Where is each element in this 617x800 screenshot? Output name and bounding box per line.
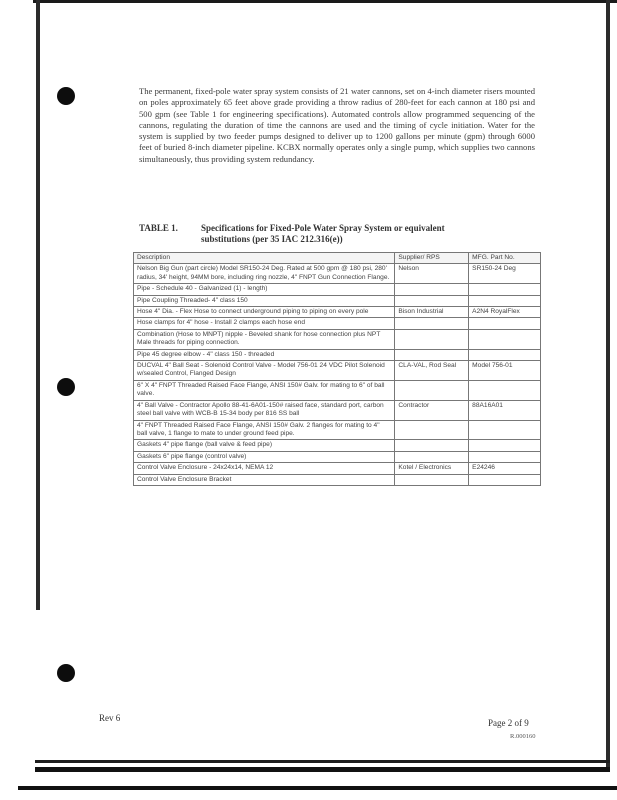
table-row [134,440,541,451]
cell-description: Nelson Big Gun (part circle) Model SR150-24 Deg. Rated at 500 gpm @ 180 psi, 280' radius, 34' height, 94MM bore, including ring nozzle, 4" FNPT Gun Connection Flange. [134,264,395,284]
punch-hole-bottom [57,664,75,682]
table-caption-text: Specifications for Fixed-Pole Water Spray System or equivalent [201,223,445,233]
cell-part-no: E24246 [469,463,541,474]
cell-supplier [395,284,469,295]
cell-supplier [395,349,469,360]
scan-edge-bottom-thick [35,767,610,772]
cell-supplier [395,451,469,462]
cell-supplier [395,474,469,485]
scan-edge-bottom [35,760,610,763]
cell-description: DUCVAL 4" Ball Seat - Solenoid Control Valve - Model 756-01 24 VDC Pilot Solenoid w/sealed Control, Flanged Design [134,361,395,381]
table-row [134,307,541,318]
table-row [134,420,541,440]
cell-description: Pipe Coupling Threaded- 4" class 150 [134,295,395,306]
table-row [134,361,541,381]
spec-table [133,252,541,486]
cell-part-no: 88A16A01 [469,400,541,420]
cell-supplier [395,380,469,400]
table-row [134,284,541,295]
cell-supplier [395,440,469,451]
table-row [134,329,541,349]
cell-part-no: Model 756-01 [469,361,541,381]
cell-description: Pipe - Schedule 40 - Galvanized (1) - length) [134,284,395,295]
scan-edge-top [33,0,617,17]
cell-supplier [395,295,469,306]
cell-description: 6" X 4" FNPT Threaded Raised Face Flange, ANSI 150# Galv. for mating to 6" of ball valve. [134,380,395,400]
cell-part-no [469,474,541,485]
table-row [134,380,541,400]
cell-description: Hose 4" Dia. - Flex Hose to connect underground piping to piping on every pole [134,307,395,318]
cell-supplier: Bison Industrial [395,307,469,318]
cell-part-no [469,420,541,440]
table-row [134,474,541,485]
cell-part-no [469,284,541,295]
cell-supplier [395,329,469,349]
cell-description: Combination (Hose to MNPT) nipple - Beveled shank for hose connection plus NPT Male threads for piping connection. [134,329,395,349]
cell-description: 4" FNPT Threaded Raised Face Flange, ANSI 150# Galv. 2 flanges for mating to 4" ball valve, 1 flange to mate to under ground feed pipe. [134,420,395,440]
header-part-no: MFG. Part No. [469,253,541,264]
table-caption [139,223,539,245]
bates-number: R.000160 [510,733,536,740]
cell-description: Pipe 45 degree elbow - 4" class 150 - threaded [134,349,395,360]
cell-part-no [469,295,541,306]
table-header-row [134,253,541,264]
table-number: TABLE 1. [139,223,178,233]
cell-part-no: SR150-24 Deg [469,264,541,284]
punch-hole-middle [57,378,75,396]
cell-description: Control Valve Enclosure - 24x24x14, NEMA 12 [134,463,395,474]
table-caption-line2: substitutions (per 35 IAC 212.316(e)) [201,234,343,244]
header-supplier: Supplier/ RPS [395,253,469,264]
table-row [134,400,541,420]
scan-edge-left [36,0,40,610]
cell-supplier: Contractor [395,400,469,420]
cell-supplier [395,318,469,329]
table-row [134,295,541,306]
cell-part-no [469,349,541,360]
table-row [134,463,541,474]
cell-description: Gaskets 6" pipe flange (control valve) [134,451,395,462]
cell-part-no [469,318,541,329]
cell-part-no [469,329,541,349]
cell-part-no [469,380,541,400]
cell-description: Gaskets 4" pipe flange (ball valve & feed pipe) [134,440,395,451]
table-row [134,451,541,462]
cell-part-no [469,440,541,451]
cell-description: Control Valve Enclosure Bracket [134,474,395,485]
body-paragraph: The permanent, fixed-pole water spray system consists of 21 water cannons, set on 4-inch diameter risers mounted on poles approximately 65 feet above grade providing a throw radius of 280-feet for each cannon at 180 psi and 500 gpm (see Table 1 for engineering specifications). Automated controls allow programmed sequencing of the cannons, regulating the duration of time the cannons are used and the timing of cycle initiation. Water for the system is supplied by two feeder pumps designed to deliver up to 1200 gallons per minute (gpm) through 6000 feet of buried 8-inch diameter pipeline. KCBX normally operates only a single pump, which supplies two cannons simultaneously, thus providing system redundancy. [139,86,535,164]
punch-hole-top [57,87,75,105]
page-number: Page 2 of 9 [488,718,529,728]
cell-description: Hose clamps for 4" hose - Install 2 clamps each hose end [134,318,395,329]
cell-description: 4" Ball Valve - Contractor Apollo 88-41-6A01-150# raised face, standard port, carbon steel ball valve with WCB-B 15-34 body per 816 SS ball [134,400,395,420]
cell-part-no: A2N4 RoyalFlex [469,307,541,318]
header-description: Description [134,253,395,264]
cell-supplier: Nelson [395,264,469,284]
scan-edge-right [606,0,610,770]
cell-supplier [395,420,469,440]
cell-supplier: Kotel / Electronics [395,463,469,474]
table-row [134,264,541,284]
cell-supplier: CLA-VAL, Rod Seal [395,361,469,381]
table-row [134,318,541,329]
revision-label: Rev 6 [99,713,121,723]
scan-edge-base [18,786,617,790]
table-row [134,349,541,360]
cell-part-no [469,451,541,462]
